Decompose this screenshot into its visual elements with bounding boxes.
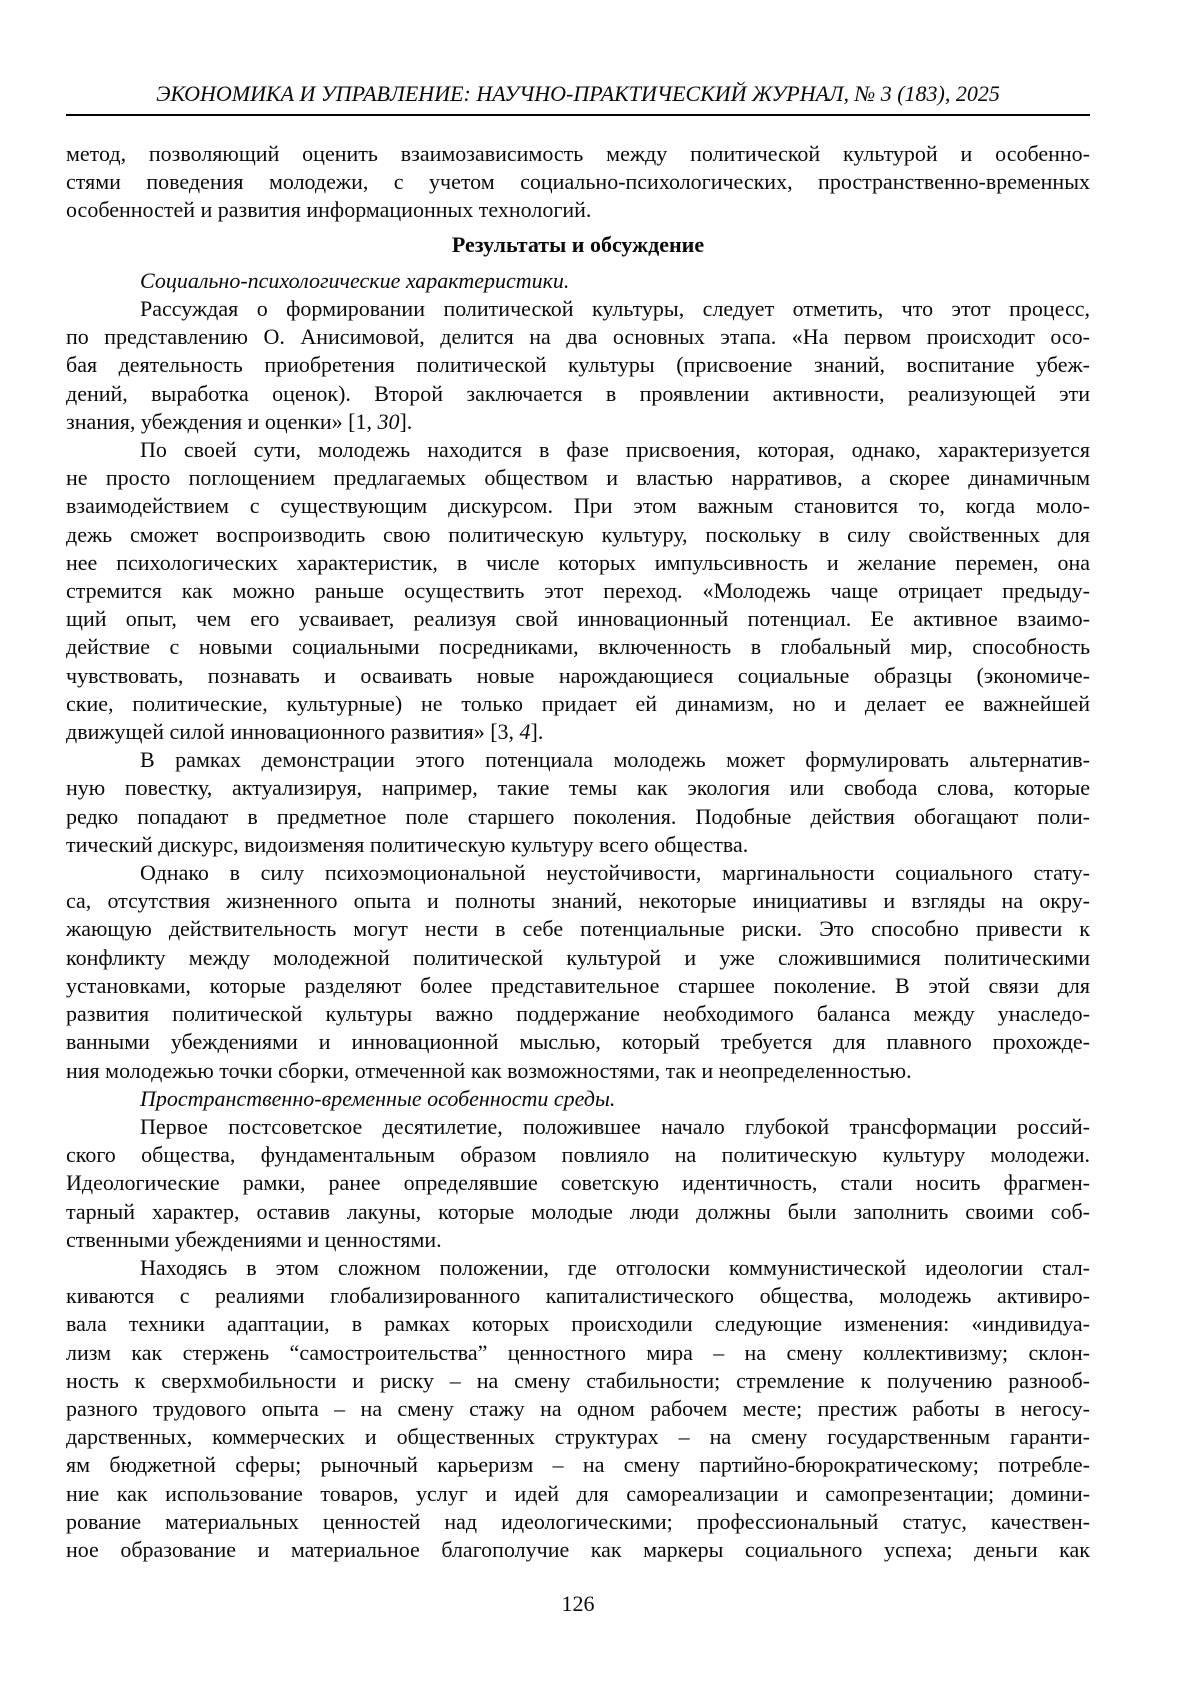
text-line: тический дискурс, видоизменяя политическую культуру всего общества. [66,831,749,857]
text-line: ния молодежью точки сборки, отмеченной как возможностями, так и неопределенностью. [66,1057,912,1083]
paragraph [66,859,1090,1085]
text-line: ную повестку, актуализируя, например, такие темы как экология или свобода слова, которые [66,775,1090,801]
text-line: са, отсутствия жизненного опыта и полноты знаний, некоторые инициативы и взгляды на окру- [66,888,1090,914]
text-line: Находясь в этом сложном положении, где отголоски коммунистической идеологии стал- [140,1254,1090,1280]
page-number: 126 [561,1591,595,1617]
text-line [66,408,1090,436]
text-line: взаимодействием с существующим дискурсом. При этом важным становится то, когда моло- [66,493,1090,519]
text-run: знания, убеждения и оценки» [1, [66,408,378,434]
text-line: Социально-психологические характеристики. [140,267,570,293]
text-line: нее психологических характеристик, в числе которых импульсивность и желание перемен, она [66,549,1090,575]
paragraph [66,436,1090,746]
text-line: ное образование и материальное благополучие как маркеры социального успеха; деньги как [66,1536,1090,1562]
text-line: Идеологические рамки, ранее определявшие советскую идентичность, стали носить фрагмен- [66,1170,1090,1196]
text-line: редко попадают в предметное поле старшего поколения. Подобные действия обогащают поли- [66,803,1090,829]
text-line: Пространственно-временные особенности среды. [140,1085,616,1111]
text-run: ]. [399,408,413,434]
text-line: Однако в силу психоэмоциональной неустойчивости, маргинальности социального стату- [140,860,1090,886]
text-line: действие с новыми социальными посредниками, включенность в глобальный мир, способность [66,634,1090,660]
text-line: В рамках демонстрации этого потенциала молодежь может формулировать альтернатив- [140,747,1090,773]
text-line: ям бюджетной сферы; рыночный карьеризм – на смену партийно-бюрократическому; потребле- [66,1452,1090,1478]
text-line: жающую действительность могут нести в себе потенциальные риски. Это способно привести к [66,916,1090,942]
text-line: конфликту между молодежной политической культурой и уже сложившимися политическими [66,944,1090,970]
paragraph [66,1113,1090,1254]
text-line: развития политической культуры важно поддержание необходимого баланса между унаследо- [66,1001,1090,1027]
citation-page-italic: 4 [519,719,531,745]
text-line: не просто поглощением предлагаемых обществом и властью нарративов, а скорее динамичным [66,465,1090,491]
text-line: рование материальных ценностей над идеологическими; профессиональный статус, качествен- [66,1508,1090,1534]
text-line: бая деятельность приобретения политической культуры (присвоение знаний, воспитание убеж- [66,352,1090,378]
text-line: установками, которые разделяют более представительное старшее поколение. В этой связи для [66,972,1090,998]
text-line: тарный характер, оставив лакуны, которые молодые люди должны были заполнить своими соб- [66,1198,1090,1224]
text-line: По своей сути, молодежь находится в фазе присвоения, которая, однако, характеризуется [140,437,1090,463]
paragraph [66,295,1090,436]
journal-running-head: ЭКОНОМИКА И УПРАВЛЕНИЕ: НАУЧНО-ПРАКТИЧЕСКИЙ ЖУРНАЛ, № 3 (183), 2025 [156,81,1000,106]
paragraph [66,267,1090,295]
text-line: щий опыт, чем его усваивает, реализуя свой инновационный потенциал. Ее активное взаимо- [66,606,1090,632]
citation-page-italic: 30 [377,408,400,434]
header-rule [66,114,1090,116]
section-heading: Результаты и обсуждение [451,231,705,257]
text-line: дарственных, коммерческих и общественных структурах – на смену государственным гаранти- [66,1424,1090,1450]
paragraph [66,1085,1090,1113]
text-run: движущей силой инновационного развития» [3, [66,719,520,745]
text-line: ские, политические, культурные) не только придает ей динамизм, но и делает ее важнейшей [66,690,1090,716]
text-line: ственными убеждениями и ценностями. [66,1226,442,1252]
text-line: особенностей и развития информационных технологий. [66,197,592,223]
text-line: по представлению О. Анисимовой, делится на два основных этапа. «На первом происходит осо- [66,324,1090,350]
page-content [66,0,1090,1618]
text-line: чувствовать, познавать и осваивать новые нарождающиеся социальные образцы (экономиче- [66,662,1090,688]
paragraph [66,1254,1090,1564]
text-line: ние как использование товаров, услуг и идей для самореализации и самопрезентации; домини- [66,1480,1090,1506]
text-line: стремится как можно раньше осуществить этот переход. «Молодежь чаще отрицает предыду- [66,578,1090,604]
text-line: лизм как стержень “самостроительства” ценностного мира – на смену коллективизму; склон- [66,1339,1090,1365]
text-line: Первое постсоветское десятилетие, положившее начало глубокой трансформации россий- [140,1113,1090,1139]
text-line: ванными убеждениями и инновационной мыслью, который требуется для плавного прохожде- [66,1029,1090,1055]
paragraph [66,746,1090,859]
paragraph [66,140,1090,225]
text-run: ]. [530,719,544,745]
text-body [66,140,1090,1564]
text-line [66,718,1090,746]
text-line: киваются с реалиями глобализированного капиталистического общества, молодежь активиро- [66,1283,1090,1309]
text-line: стями поведения молодежи, с учетом социально-психологических, пространственно-временных [66,169,1090,195]
text-line: ского общества, фундаментальным образом повлияло на политическую культуру молодежи. [66,1142,1090,1168]
text-line: вала техники адаптации, в рамках которых происходили следующие изменения: «индивидуа- [66,1311,1090,1337]
text-line: метод, позволяющий оценить взаимозависимость между политической культурой и особенно- [66,141,1090,166]
text-line: ность к сверхмобильности и риску – на смену стабильности; стремление к получению разнооб- [66,1367,1090,1393]
text-line: разного трудового опыта – на смену стажу на одном рабочем месте; престиж работы в негосу- [66,1395,1090,1421]
text-line: дений, выработка оценок). Второй заключается в проявлении активности, реализующей эти [66,380,1090,406]
text-line: Рассуждая о формировании политической культуры, следует отметить, что этот процесс, [140,296,1090,322]
text-line: дежь сможет воспроизводить свою политическую культуру, поскольку в силу свойственных для [66,521,1090,547]
